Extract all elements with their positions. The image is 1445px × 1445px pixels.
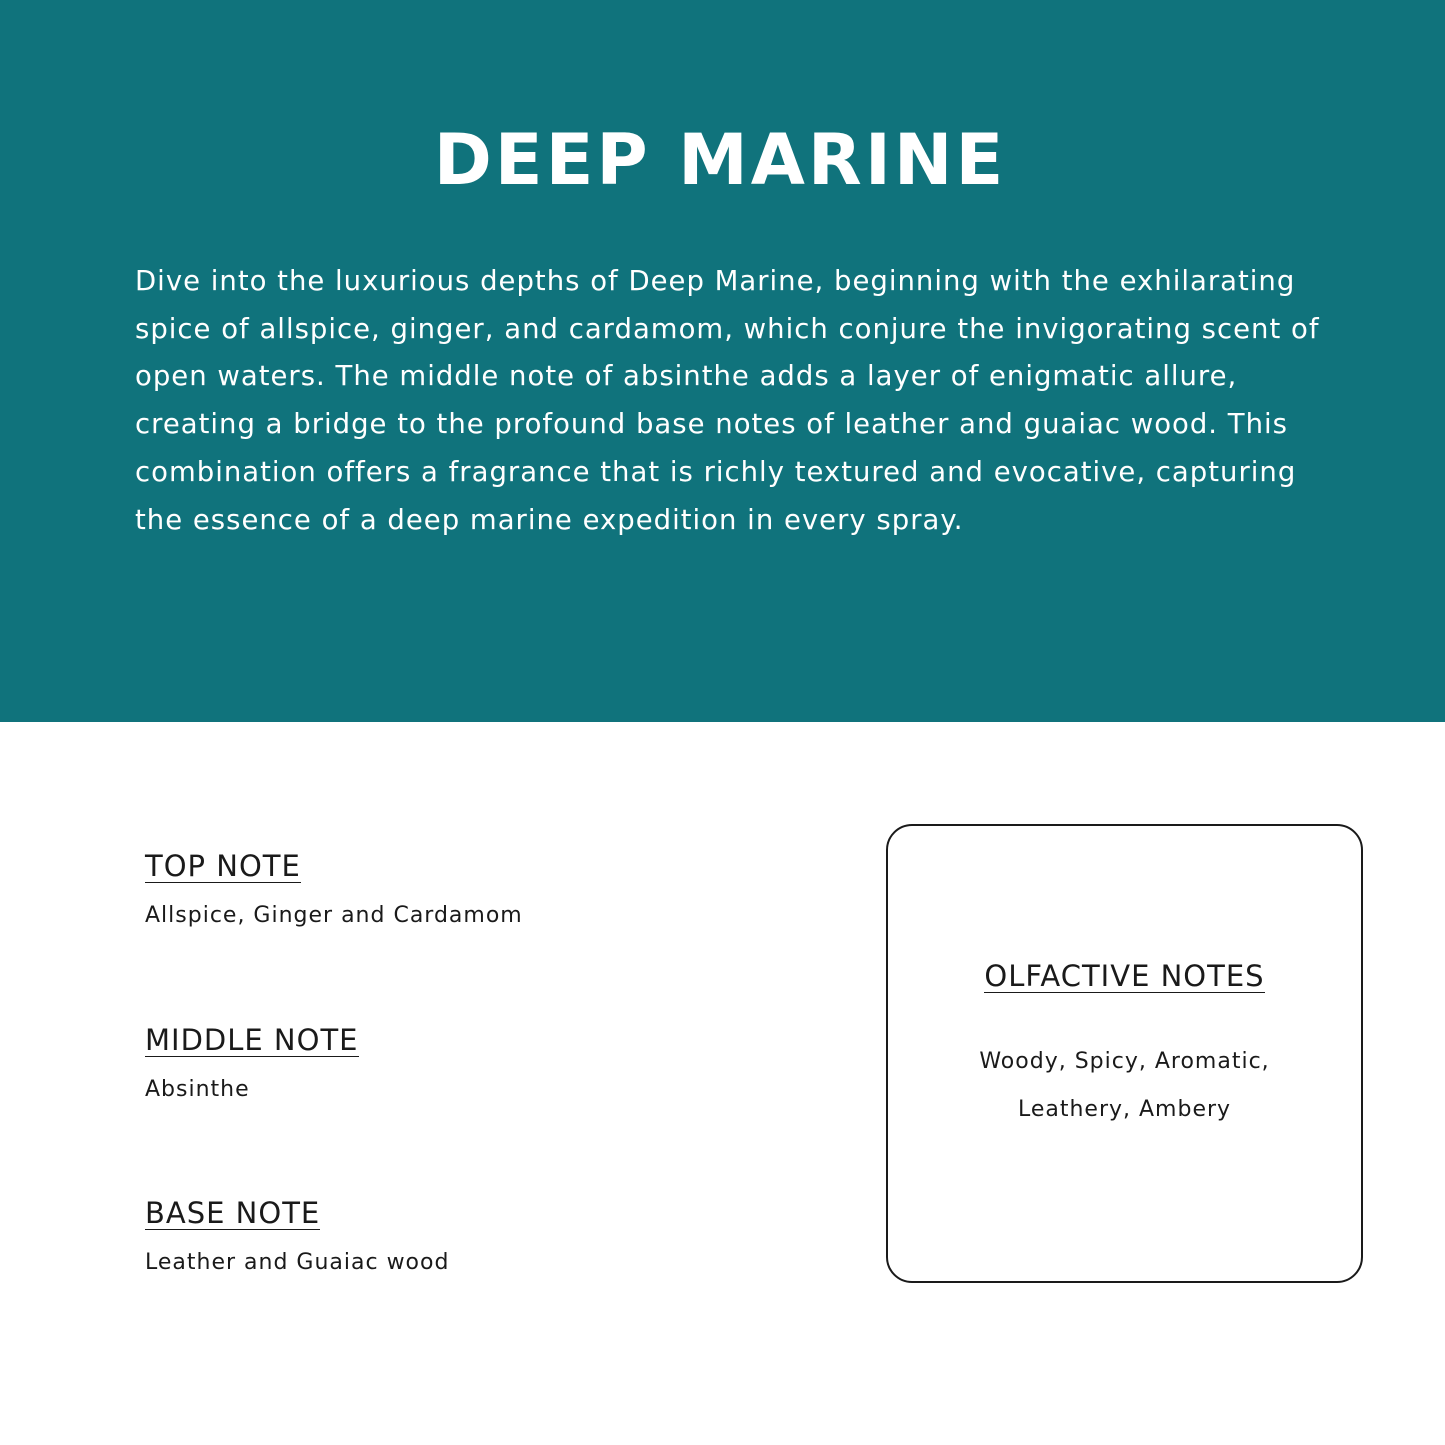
olfactive-notes-card xyxy=(886,824,1363,1283)
olfactive-notes-heading xyxy=(888,960,1361,993)
top-note-title: TOP NOTE xyxy=(145,849,301,883)
hero-banner xyxy=(0,0,1445,722)
middle-note-title: MIDDLE NOTE xyxy=(145,1023,359,1057)
olfactive-notes-text: Woody, Spicy, Aromatic, Leathery, Ambery xyxy=(979,1049,1270,1122)
product-title: DEEP MARINE xyxy=(433,119,1007,201)
top-note-text: Allspice, Ginger and Cardamom xyxy=(145,903,523,928)
top-note xyxy=(145,850,523,928)
product-description: Dive into the luxurious depths of Deep Marine, beginning with the exhilarating spice of allspice, ginger, and cardamom, which conjure the invigorating scent of open waters. The middle note of absinthe adds a layer of enigmatic allure, creating a bridge to the profound base notes of leather and guaiac wood. This combination offers a fragrance that is richly textured and evocative, capturing the essence of a deep marine expedition in every spray. xyxy=(135,265,1320,536)
middle-note xyxy=(145,1024,359,1102)
middle-note-text: Absinthe xyxy=(145,1077,250,1102)
olfactive-notes-title: OLFACTIVE NOTES xyxy=(984,959,1265,993)
base-note xyxy=(145,1197,449,1275)
base-note-text: Leather and Guaiac wood xyxy=(145,1250,450,1275)
base-note-title: BASE NOTE xyxy=(145,1196,321,1230)
